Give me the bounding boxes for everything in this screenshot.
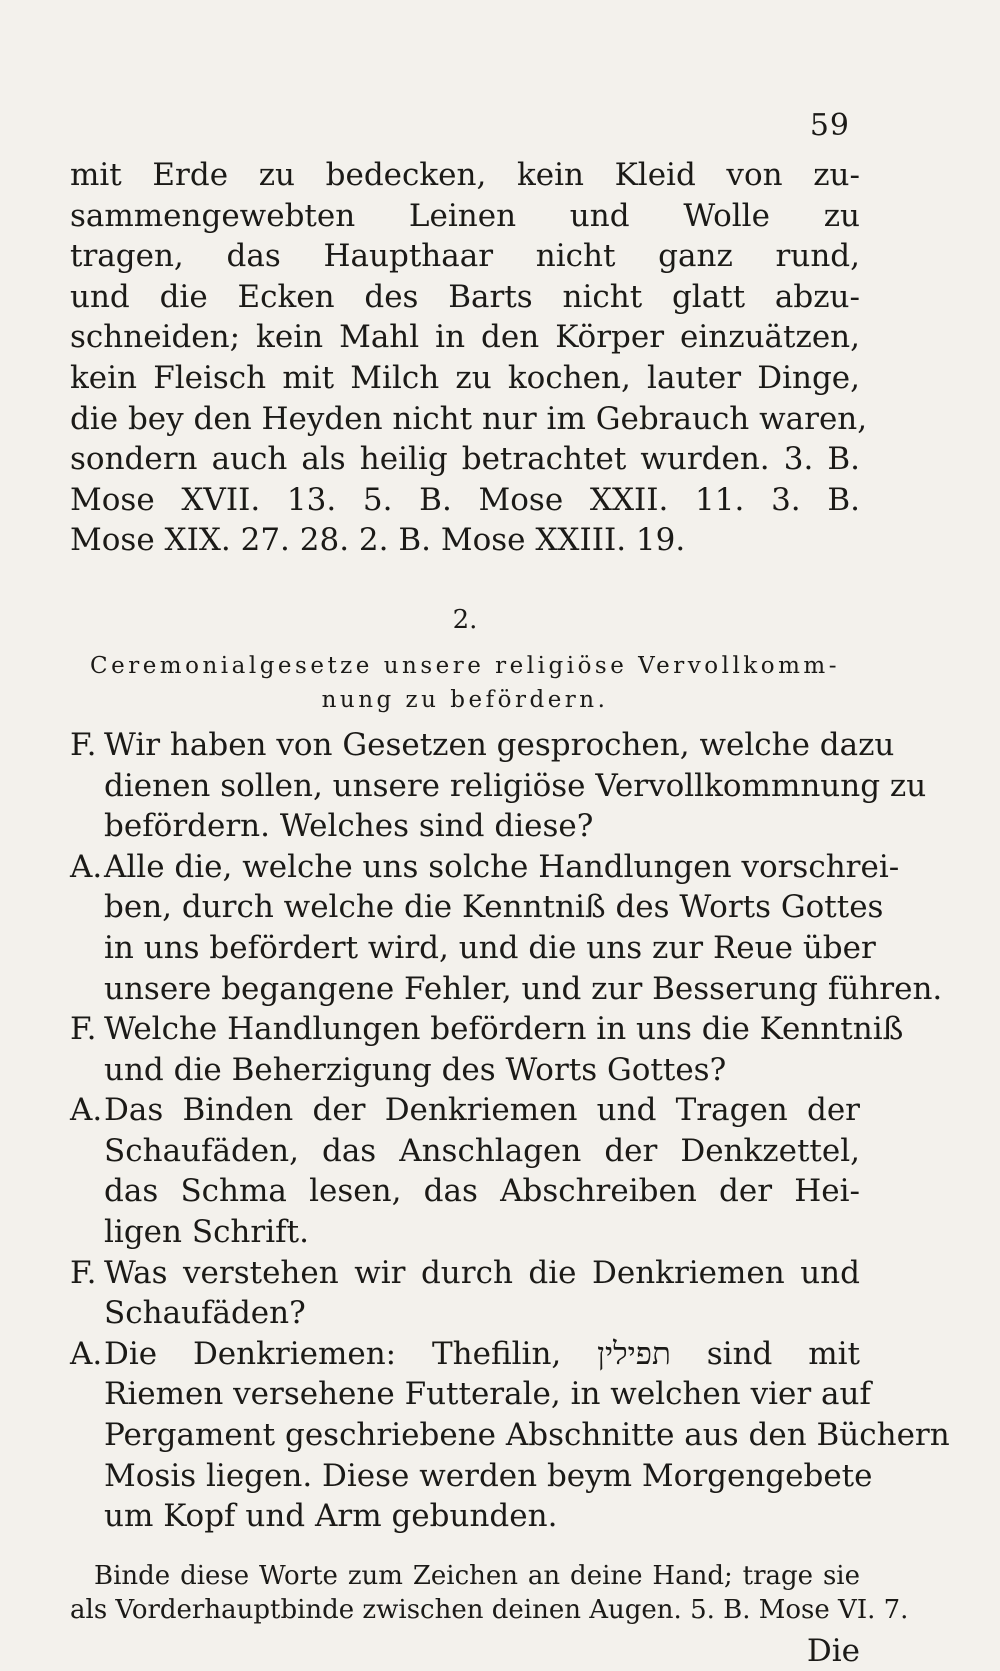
intro-line: Mose XVII. 13. 5. B. Mose XXII. 11. 3. B. bbox=[70, 481, 860, 518]
answer-marker: A. bbox=[70, 1335, 103, 1372]
question-marker: F. bbox=[70, 1011, 97, 1048]
answer-line: um Kopf und Arm gebunden. bbox=[104, 1498, 558, 1535]
footnote-line: Binde diese Worte zum Zeichen an deine Hand; trage sie bbox=[94, 1560, 860, 1591]
section-number: 2. bbox=[452, 604, 478, 635]
answer-line: A.Alle die, welche uns solche Handlungen vorschrei- bbox=[70, 847, 860, 888]
intro-line: tragen, das Haupthaar nicht ganz rund, bbox=[70, 238, 860, 275]
answer-line: Riemen versehene Futterale, in welchen vier auf bbox=[104, 1376, 871, 1413]
question-line: und die Beherzigung des Worts Gottes? bbox=[104, 1051, 727, 1088]
question-line: Schaufäden? bbox=[104, 1295, 306, 1332]
answer-marker: A. bbox=[70, 1092, 103, 1129]
intro-line: schneiden; kein Mahl in den Körper einzuätzen, bbox=[70, 319, 860, 356]
answer-line: ligen Schrift. bbox=[104, 1214, 309, 1251]
intro-line: mit Erde zu bedecken, kein Kleid von zu- bbox=[70, 157, 860, 193]
question-line: dienen sollen, unsere religiöse Vervollkommnung zu bbox=[104, 767, 927, 804]
answer-line: unsere begangene Fehler, und zur Besserung führen. bbox=[104, 970, 943, 1007]
page-number: 59 bbox=[809, 108, 850, 143]
question-marker: F. bbox=[70, 1254, 97, 1291]
answer-line: Mosis liegen. Diese werden beym Morgengebete bbox=[104, 1457, 873, 1494]
answer-line: A.Das Binden der Denkriemen und Tragen der bbox=[70, 1090, 860, 1131]
footnote-line: als Vorderhauptbinde zwischen deinen Augen. 5. B. Mose VI. 7. bbox=[70, 1594, 909, 1625]
section-title-line: nung zu befördern. bbox=[321, 686, 609, 713]
answer-line: A.Die Denkriemen: Thefilin, תפילין sind mit bbox=[70, 1334, 860, 1375]
footnote bbox=[70, 1559, 909, 1627]
answer-line: Pergament geschriebene Abschnitte aus den Büchern bbox=[104, 1417, 950, 1454]
section-title bbox=[70, 649, 860, 717]
question-line: befördern. Welches sind diese? bbox=[104, 808, 594, 845]
question-answer-list bbox=[70, 725, 950, 1537]
answer-line: in uns befördert wird, und die uns zur Reue über bbox=[104, 929, 876, 966]
section-title-line: Ceremonialgesetze unsere religiöse Vervollkomm- bbox=[89, 652, 840, 679]
answer-marker: A. bbox=[70, 848, 103, 885]
answer-line: ben, durch welche die Kenntniß des Worts Gottes bbox=[104, 889, 884, 926]
question-line: F. Was verstehen wir durch die Denkriemen und bbox=[70, 1253, 860, 1294]
answer-line: das Schma lesen, das Abschreiben der Hei- bbox=[104, 1173, 860, 1210]
answer-line: Schaufäden, das Anschlagen der Denkzettel, bbox=[104, 1132, 860, 1169]
intro-line: Mose XIX. 27. 28. 2. B. Mose XXIII. 19. bbox=[70, 522, 686, 559]
intro-line: die bey den Heyden nicht nur im Gebrauch waren, bbox=[70, 400, 868, 437]
intro-line: sammengewebten Leinen und Wolle zu bbox=[70, 197, 860, 234]
intro-line: kein Fleisch mit Milch zu kochen, lauter Dinge, bbox=[70, 359, 860, 396]
intro-line: sondern auch als heilig betrachtet wurden. 3. B. bbox=[70, 441, 860, 478]
question-line: F. Welche Handlungen befördern in uns die Kenntniß bbox=[70, 1009, 860, 1050]
catchword: Die bbox=[806, 1632, 860, 1669]
question-marker: F. bbox=[70, 726, 97, 763]
question-line: F. Wir haben von Gesetzen gesprochen, welche dazu bbox=[70, 725, 860, 766]
intro-paragraph bbox=[70, 155, 868, 561]
intro-line: und die Ecken des Barts nicht glatt abzu- bbox=[70, 278, 860, 315]
